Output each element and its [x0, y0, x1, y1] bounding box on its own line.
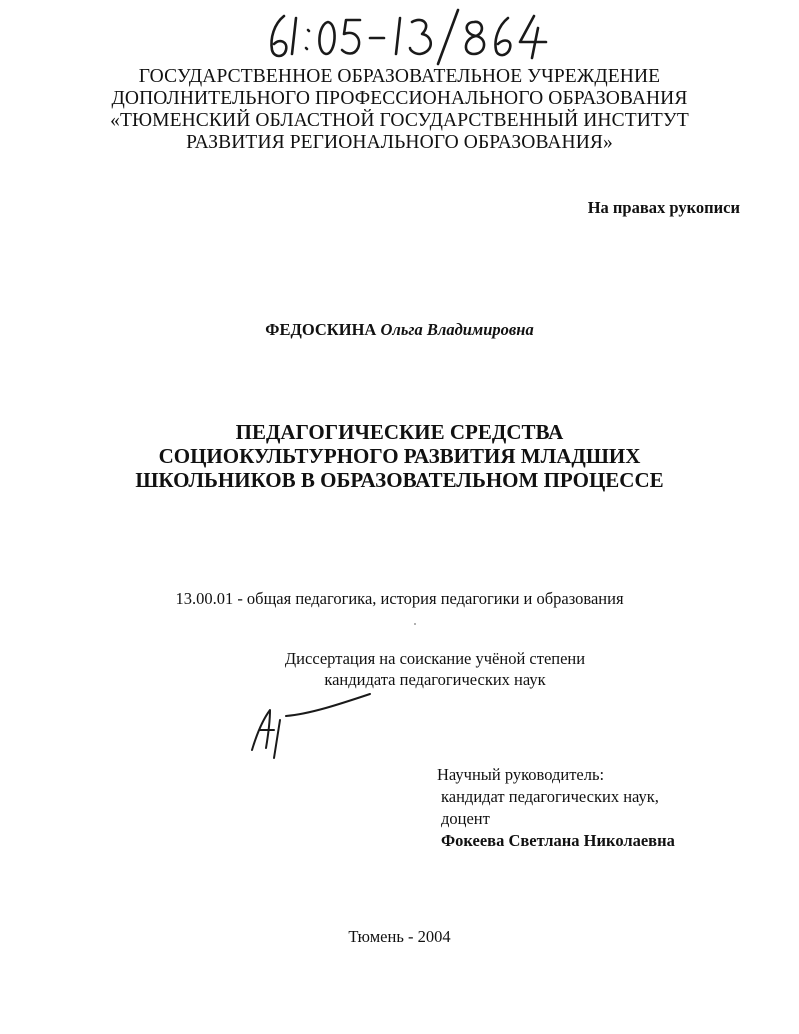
- title-line: ШКОЛЬНИКОВ В ОБРАЗОВАТЕЛЬНОМ ПРОЦЕССЕ: [135, 468, 664, 492]
- dissertation-title: [0, 420, 799, 492]
- supervisor-degree: кандидат педагогических наук,: [441, 787, 659, 806]
- institution-line: ДОПОЛНИТЕЛЬНОГО ПРОФЕССИОНАЛЬНОГО ОБРАЗОВАНИЯ: [111, 88, 688, 109]
- author-name: [0, 320, 799, 340]
- degree-line-2: кандидата педагогических наук: [324, 670, 546, 689]
- institution-line: «ТЮМЕНСКИЙ ОБЛАСТНОЙ ГОСУДАРСТВЕННЫЙ ИНСТИТУТ: [110, 110, 689, 131]
- handwritten-code: [262, 8, 552, 66]
- author-surname: ФЕДОСКИНА: [265, 320, 377, 339]
- title-line: ПЕДАГОГИЧЕСКИЕ СРЕДСТВА: [235, 420, 564, 444]
- supervisor-label: Научный руководитель:: [437, 765, 605, 784]
- supervisor-block: [437, 764, 757, 852]
- rights-note: На правах рукописи: [587, 198, 740, 217]
- specialty-code: 13.00.01 - общая педагогика, история педагогики и образования: [175, 589, 624, 608]
- scan-speck: [414, 623, 416, 625]
- supervisor-name: Фокеева Светлана Николаевна: [441, 831, 675, 850]
- degree-statement: [200, 648, 670, 690]
- institution-block: [0, 66, 799, 154]
- city-year: Тюмень - 2004: [348, 927, 451, 946]
- institution-line: РАЗВИТИЯ РЕГИОНАЛЬНОГО ОБРАЗОВАНИЯ»: [186, 132, 613, 153]
- signature: [240, 690, 380, 762]
- institution-line: ГОСУДАРСТВЕННОЕ ОБРАЗОВАТЕЛЬНОЕ УЧРЕЖДЕНИЕ: [138, 66, 661, 87]
- degree-line-1: Диссертация на соискание учёной степени: [284, 649, 586, 668]
- author-given-names: Ольга Владимировна: [380, 320, 534, 339]
- title-line: СОЦИОКУЛЬТУРНОГО РАЗВИТИЯ МЛАДШИХ: [158, 444, 641, 468]
- supervisor-rank: доцент: [441, 809, 490, 828]
